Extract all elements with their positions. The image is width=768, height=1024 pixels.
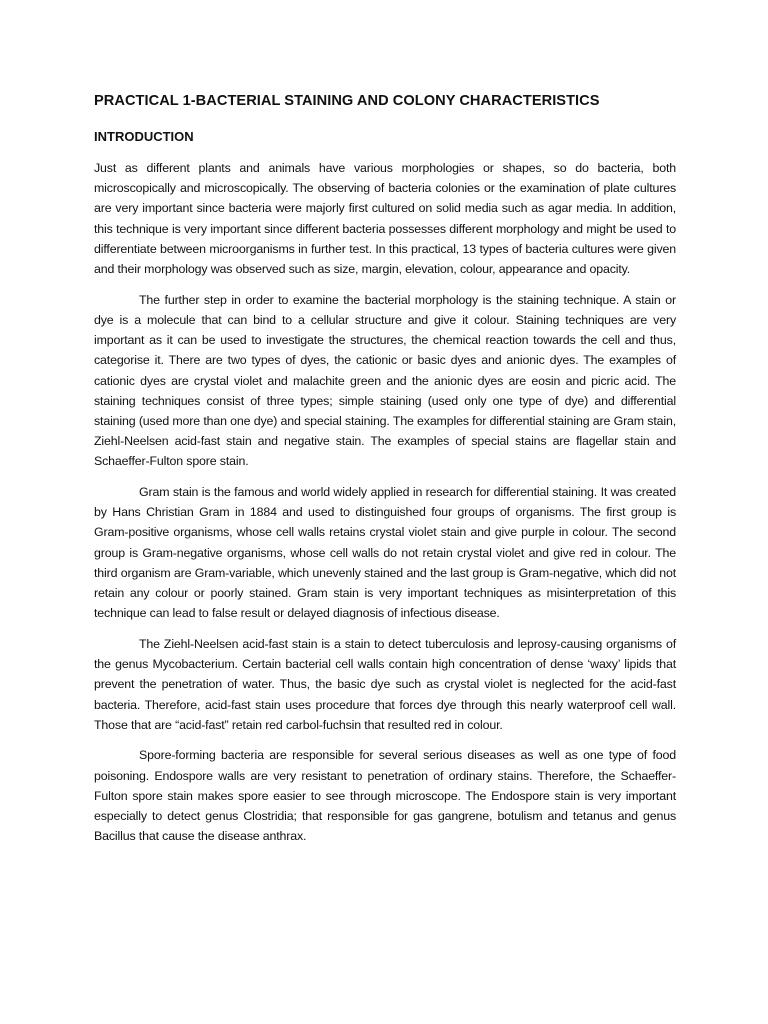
section-heading-introduction: INTRODUCTION <box>94 129 194 144</box>
paragraph-acid-fast-stain: The Ziehl-Neelsen acid-fast stain is a stain to detect tuberculosis and leprosy-causing organisms of the genus Mycobacterium. Certain bacterial cell walls contain high concentration of dense ‘waxy’ lipids that prevent the penetration of water. Thus, the basic dye such as crystal violet is neglected for the acid-fast bacteria. Therefore, acid-fast stain uses procedure that forces dye through this nearly waterproof cell wall. Those that are “acid-fast” retain red carbol-fuchsin that resulted red in colour. <box>94 636 676 732</box>
paragraph-gram-stain: Gram stain is the famous and world widely applied in research for differential staining. It was created by Hans Christian Gram in 1884 and used to distinguished four groups of organisms. The first group is Gram-positive organisms, whose cell walls retains crystal violet stain and give purple in colour. The second group is Gram-negative organisms, whose cell walls do not retain crystal violet and give red in colour. The third organism are Gram-variable, which unevenly stained and the last group is Gram-negative, which did not retain any colour or poorly stained. Gram stain is very important techniques as misinterpretation of this technique can lead to false result or delayed diagnosis of infectious disease. <box>94 485 676 621</box>
paragraph-intro: Just as different plants and animals have various morphologies or shapes, so do bacteria, both microscopically and microscopically. The observing of bacteria colonies or the examination of plate cultures are very important since bacteria were majorly first cultured on solid media such as agar media. In addition, this technique is very important since different bacteria possesses different morphology and might be used to differentiate between microorganisms in further test. In this practical, 13 types of bacteria cultures were given and their morphology was observed such as size, margin, elevation, colour, appearance and opacity. <box>94 161 676 277</box>
document-title: PRACTICAL 1-BACTERIAL STAINING AND COLONY CHARACTERISTICS <box>94 93 600 109</box>
paragraph-spore-stain: Spore-forming bacteria are responsible for several serious diseases as well as one type of food poisoning. Endospore walls are very resistant to penetration of ordinary stains. Therefore, the Schaeffer-Fulton spore stain makes spore easier to see through microscope. The Endospore stain is very important especially to detect genus Clostridia; that responsible for gas gangrene, botulism and tetanus and genus Bacillus that cause the disease anthrax. <box>94 748 676 844</box>
paragraph-staining-technique: The further step in order to examine the bacterial morphology is the staining technique. A stain or dye is a molecule that can bind to a cellular structure and give it colour. Staining techniques are very important as it can be used to investigate the structures, the chemical reaction towards the cell and thus, categorise it. There are two types of dyes, the cationic or basic dyes and anionic dyes. The examples of cationic dyes are crystal violet and malachite green and the anionic dyes are eosin and picric acid. The staining techniques consist of three types; simple staining (used only one type of dye) and differential staining (used more than one dye) and special staining. The examples for differential staining are Gram stain, Ziehl-Neelsen acid-fast stain and negative stain. The examples of special stains are flagellar stain and Schaeffer-Fulton spore stain. <box>94 292 676 469</box>
